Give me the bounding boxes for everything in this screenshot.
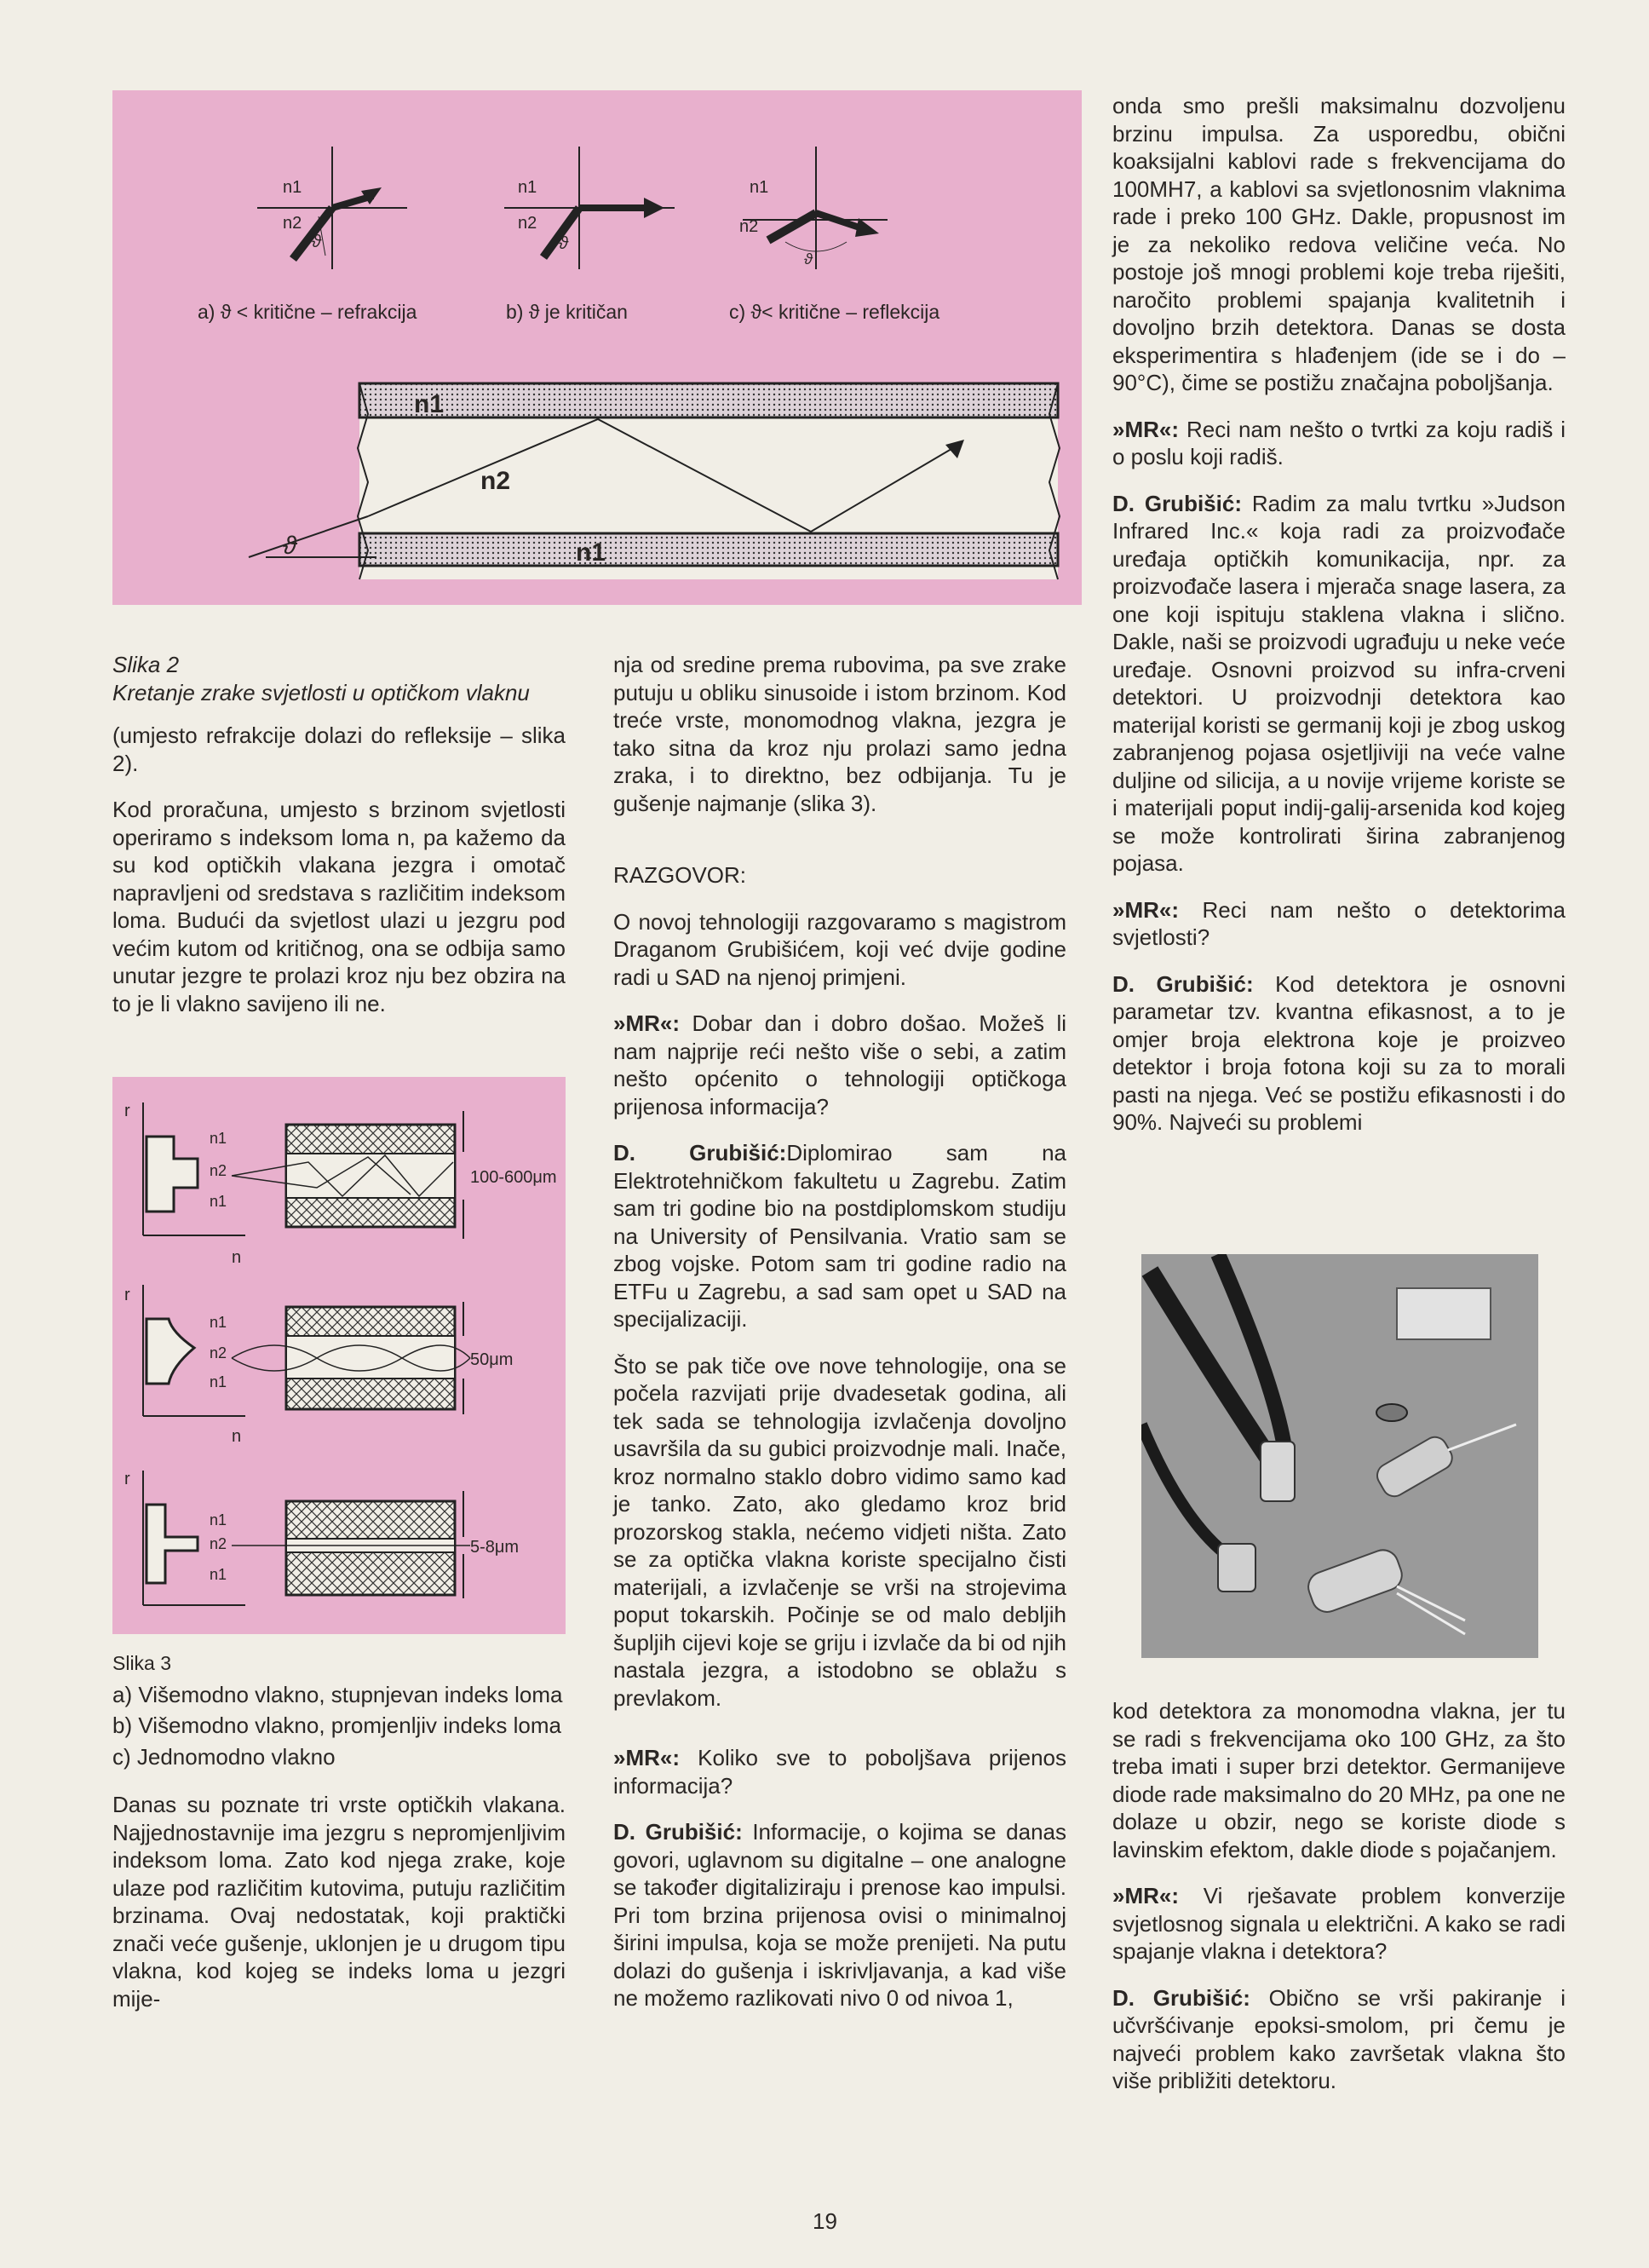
interview-question-5 [1112,1882,1566,1966]
column-1-lower [112,1649,566,2031]
answer-text: Kod detektora je osnovni parametar tzv. kvantna efikasnost, a to je omjer broja elektrona koje je proizveo detektor i broja fotona koji su za to morali pasti na njega. Već se postižu efikasnosti i do 90%. Najveći su problemi [1112,970,1566,1135]
question-text: Reci nam nešto o detektorima svjetlosti? [1112,896,1566,950]
interview-question-4 [1112,896,1566,952]
label-n1-a: n1 [283,178,302,197]
figure-3-panel [112,1077,566,1634]
col1-paragraph-1: (umjesto refrakcije dolazi do refleksije – slika 2). [112,722,566,776]
size-label-c: 5-8μm [470,1538,520,1557]
figure-3-item-c: c) Jednomodno vlakno [112,1743,336,1770]
label-theta-a: ϑ [312,233,321,251]
label-n1-c-top: n1 [210,1511,227,1528]
figure-2-caption-text: Kretanje zrake svjetlosti u optičkom vlaknu [112,679,530,705]
question-text: Koliko sve to poboljšava prijenos informacija? [613,1745,1066,1799]
figure-2-panel [112,90,1082,605]
label-n2-b: n2 [210,1344,227,1361]
interview-question-3 [1112,416,1566,471]
speaker-grubisic: D. Grubišić: [613,1819,743,1845]
theta-entry-label: ϑ [283,532,297,560]
answer-text: Radim za malu tvrtku »Judson Infrared Inc.« koja radi za proizvođače uređaja optičkih komunikacija, npr. za proizvođače lasera i mjerača snage lasera, za one koji ispituju staklena vlakna i slično. Dakle, naši se proizvodi ugrađuju u neke veće uređaje. Osnovni proizvod su infra-crveni detektori. U proizvodnji detektora kao materijal koristi se germanij koji je zbog uskog zabranjenog pojasa osjetljiviji na veće valne duljine od silicija, a u novije vrijeme koriste se i materijali poput indij-galij-arsenida kod kojeg se može kontrolirati širina zabranjenog pojasa. [1112,490,1566,876]
size-label-a: 100-600μm [470,1168,557,1187]
column-3-lower [1112,1697,1566,2114]
speaker-mr: »MR«: [613,1745,681,1770]
label-n2-c: n2 [210,1535,227,1552]
label-n1-a-top: n1 [210,1130,227,1147]
answer-text: Diplomirao sam na Elektrotehničkom fakultetu u Zagrebu. Zatim sam tri godine bio na postdiplomskom studiju na University of Pensilvania. Vratio sam se zbog vojske. Potom sam tri godine radio na ETFu u Zagrebu, a sad sam opet u SAD na specijalizaciji. [613,1140,1067,1332]
caption-c: c) ϑ< kritične – reflekcija [729,301,940,323]
column-2 [613,651,1066,2031]
column-1 [112,651,566,1036]
speaker-mr: »MR«: [1112,896,1180,923]
refraction-diagram-c [739,147,888,269]
interview-question-1 [613,1010,1066,1120]
axis-r-b: r [124,1286,130,1304]
question-text: Dobar dan i dobro došao. Možeš li nam najprije reći nešto više o sebi, a zatim nešto općenito o tehnologiji optičkoga prijenosa informacija? [613,1010,1066,1120]
question-text: Vi rješavate problem konverzije svjetlosnog signala u električni. A kako se radi spajanje vlakna i detektora? [1112,1883,1566,1964]
detector-photo-art [1141,1254,1538,1658]
interview-heading: RAZGOVOR: [613,862,747,888]
refraction-diagram-a [257,147,407,269]
interview-answer-1 [613,1139,1066,1333]
figure-3-item-a: a) Višemodno vlakno, stupnjevan indeks loma [112,1681,563,1707]
caption-b: b) ϑ je kritičan [506,301,628,323]
page-number: 19 [813,2208,837,2234]
axis-r-a: r [124,1102,130,1120]
label-n2-b: n2 [518,214,537,233]
label-n2-c: n2 [739,217,759,236]
speaker-mr: »MR«: [613,1010,681,1036]
speaker-mr: »MR«: [1112,416,1180,442]
label-n1-c-bot: n1 [210,1566,227,1583]
axis-n-b: n [232,1427,242,1446]
speaker-mr: »MR«: [1112,1883,1180,1908]
detector-photo [1141,1254,1538,1658]
column-3 [1112,92,1566,1155]
speaker-grubisic: D. Grubišić: [1112,490,1242,516]
fibre-diagram [249,383,1060,579]
col2-paragraph-1: nja od sredine prema rubovima, pa sve zrake putuju u obliku sinusoide i istom brzinom. Kod treće vrste, monomodnog vlakna, jezgra je tako sitna da kroz nju prolazi samo jedna zraka, i to direktno, bez odbijanja. Tu je gušenje najmanje (slika 3). [613,652,1066,816]
label-theta-b: ϑ [559,234,568,253]
label-n1-b: n1 [518,178,537,197]
interview-question-2 [613,1744,1066,1799]
figure-3-caption-title: Slika 3 [112,1652,172,1674]
speaker-grubisic: D. Grubišić: [1112,1984,1250,2011]
caption-a: a) ϑ < kritične – refrakcija [198,301,417,323]
figure-3-item-b: b) Višemodno vlakno, promjenljiv indeks loma [112,1713,561,1738]
figure-2-caption-title: Slika 2 [112,652,180,677]
col3-paragraph-1: onda smo prešli maksimalnu dozvoljenu brzinu impulsa. Za usporedbu, obični koaksijalni kablovi rade s frekvencijama do 100MH7, a kablovi sa svjetlonosnim vlaknima rade i preko 100 GHz. Dakle, propusnost im je za nekoliko redova veličine veća. No postoje još mnogi problemi koje treba riješiti, naročito problemi spajanja kvalitetnih i dovoljno brzih detektora. Danas se dosta eksperimentira s hlađenjem (ide se i do –90°C), čime se postižu značajna poboljšanja. [1112,93,1566,395]
col3-paragraph-2: kod detektora za monomodna vlakna, jer tu se radi s frekvencijama oko 100 GHz, za što treba imati i super brzi detektor. Germanijeve diode rade maksimalno do 20 MHz, pa one ne dolaze u obzir, nego se koriste diode s lavinskim efektom, dakle diode s pojačanjem. [1112,1698,1566,1862]
fibre-label-top: n1 [414,390,445,418]
speaker-grubisic: D. Grubišić: [613,1140,787,1166]
fibre-profile-a [124,1102,557,1267]
size-label-b: 50μm [470,1350,514,1369]
interview-answer-3 [1112,490,1566,878]
answer-text: Informacije, o kojima se danas govori, uglavnom su digitalne – one analogne se također digitaliziraju i prenose kao impulsi. Pri tom brzina prijenosa ovisi o minimalnoj širini impulsa, koja se može prenijeti. Na putu dolazi do gušenja i iskrivljavanja, a kad više ne možemo razlikovati nivo 0 od nivoa 1, [613,1819,1066,2011]
figure-2-diagram [112,90,1082,605]
label-n2-a: n2 [283,214,302,233]
axis-n-a: n [232,1248,242,1267]
interview-answer-4 [1112,970,1566,1137]
refraction-diagram-b [504,147,675,269]
figure-3-diagram [112,1077,566,1634]
col1-paragraph-2: Kod proračuna, umjesto s brzinom svjetlosti operiramo s indeksom loma n, pa kažemo da su kod optičkih vlakana jezgra i omotač napravljeni od sredstava s različitim indeksom loma. Budući da svjetlost ulazi u jezgru pod većim kutom od kritičnog, ona se odbija samo unutar jezgre te prolazi kroz nju bez obzira na to je li vlakno savijeno ili ne. [112,797,566,1016]
fibre-label-core: n2 [480,467,511,495]
col1-paragraph-3: Danas su poznate tri vrste optičkih vlakana. Najjednostavnije ima jezgru s nepromjenljivim indeksom loma. Zato kod njega zrake, koje ulaze pod različitim kutovima, putuju različitim brzinama. Ovaj nedostatak, koji praktički znači veće gušenje, uklonjen je u drugom tipu vlakna, kod kojeg se indeks loma u jezgri mije- [112,1792,566,2012]
col2-paragraph-3: Što se pak tiče ove nove tehnologije, ona se počela razvijati prije dvadesetak godina, ali tek sada se tehnologija izvlačenja dovoljno usavršila da su gubici proizvodnje mali. Inače, kroz normalno staklo dobro vidimo samo kad je tanko. Zato, ako gledamo kroz brid prozorskog stakla, nećemo vidjeti ništa. Zato se za optička vlakna koriste specijalno čisti materijali, a izvlačenje se vrši na strojevima poput tokarskih. Počinje se od malo debljih šupljih cijevi koje se griju i izvlače da bi od njih nastala jezgra, a istodobno se oblažu s prevlakom. [613,1352,1066,1711]
speaker-grubisic: D. Grubišić: [1112,970,1254,997]
label-n1-a-bot: n1 [210,1193,227,1210]
interview-answer-5 [1112,1984,1566,2095]
answer-text: Obično se vrši pakiranje i učvršćivanje epoksi-smolom, pri čemu je najveći problem kako završetak vlakna što više približiti detektoru. [1112,1984,1566,2093]
axis-r-c: r [124,1470,130,1488]
label-theta-c: ϑ [804,250,813,268]
col2-paragraph-2: O novoj tehnologiji razgovaramo s magistrom Draganom Grubišićem, koji već dvije godine radi u SAD na njenoj primjeni. [613,908,1066,990]
fibre-profile-c [124,1470,519,1605]
fibre-profile-b [124,1285,513,1446]
label-n1-b-bot: n1 [210,1373,227,1390]
label-n1-b-top: n1 [210,1314,227,1331]
interview-answer-2 [613,1818,1066,2012]
question-text: Reci nam nešto o tvrtki za koju radiš i o poslu koji radiš. [1112,416,1566,469]
label-n1-c: n1 [750,178,769,197]
label-n2-a: n2 [210,1162,227,1179]
fibre-label-bottom: n1 [576,538,606,567]
